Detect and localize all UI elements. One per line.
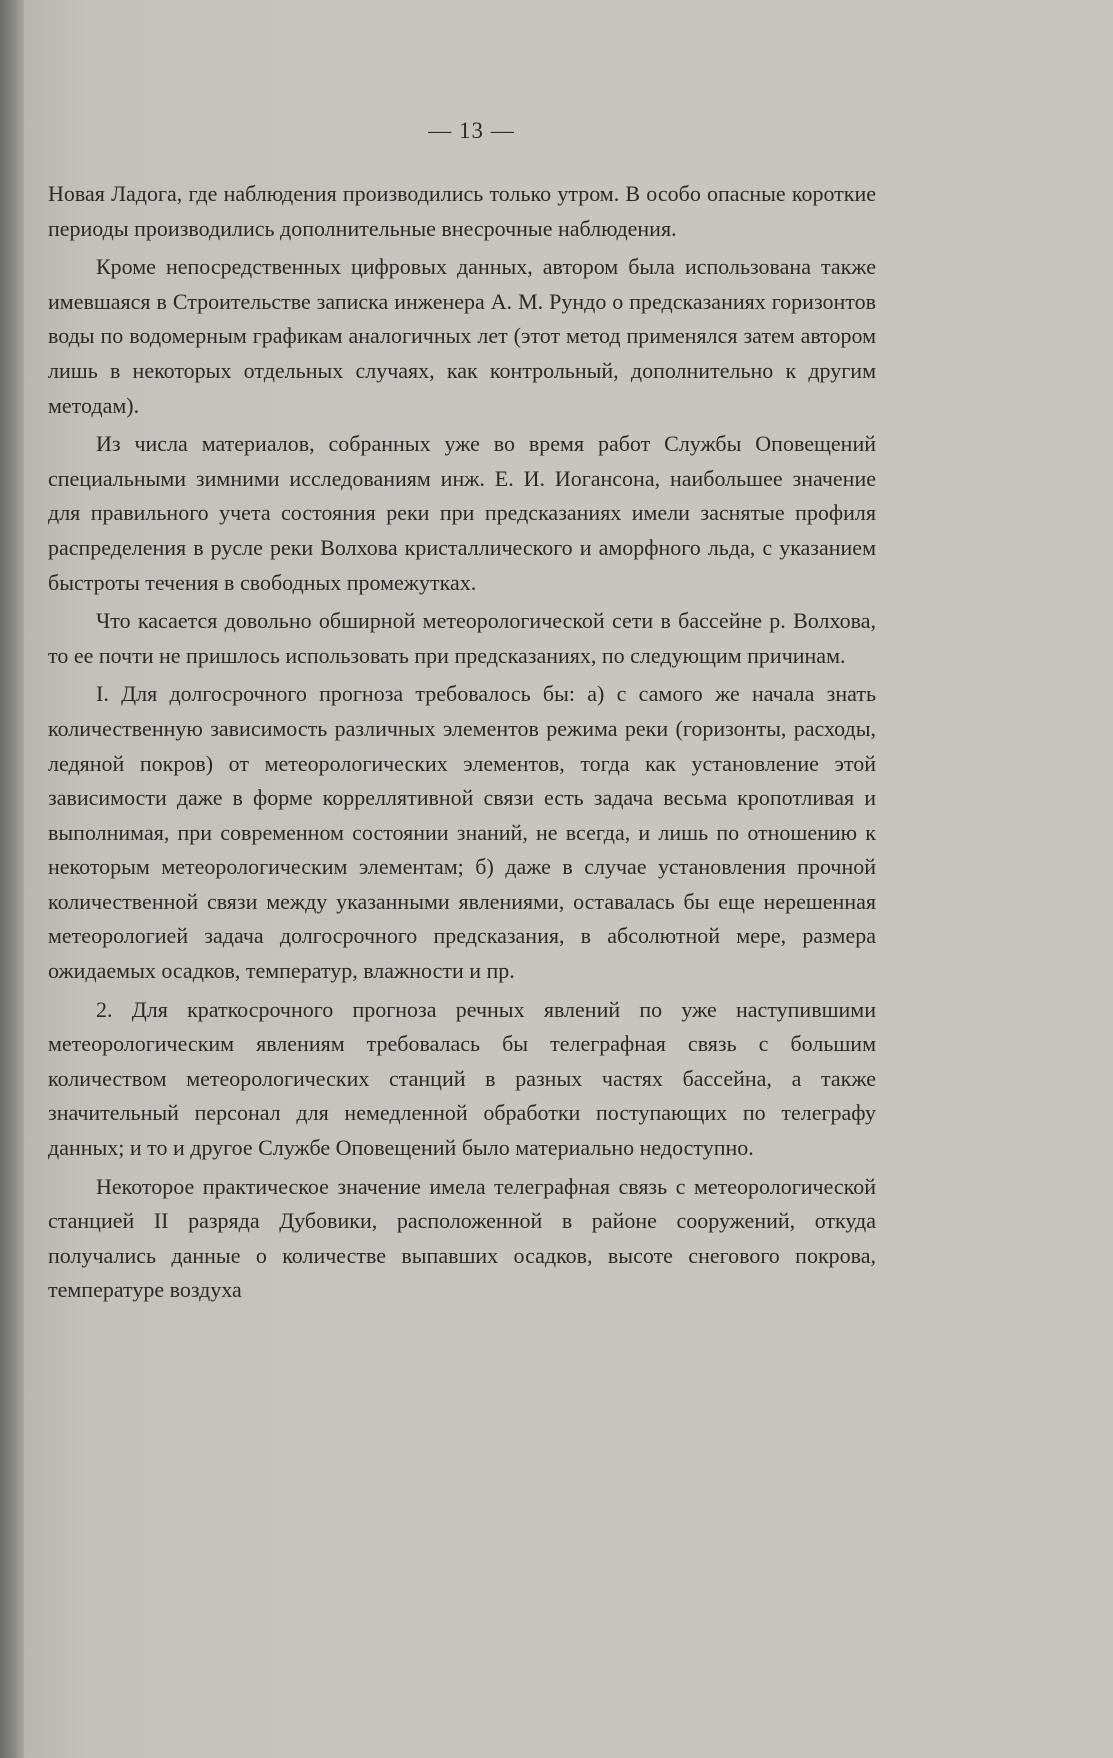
book-page xyxy=(24,0,1113,1758)
paragraph-5: I. Для долгосрочного прогноза требовалось бы: а) с самого же начала знать количественную зависимость различных элементов режима реки (горизонты, расходы, ледяной покров) от метеорологических элементов, тогда как установление этой зависимости даже в форме корреллятивной связи есть задача весьма кропотливая и выполнимая, при современном состоянии знаний, не всегда, и лишь по отношению к некоторым метеорологическим элементам; б) даже в случае установления прочной количественной связи между указанными явлениями, оставалась бы еще нерешенная метеорологией задача долгосрочного предсказания, в абсолютной мере, размера ожидаемых осадков, температур, влажности и пр. xyxy=(48,681,876,984)
body-text xyxy=(48,177,876,1312)
book-binding-edge xyxy=(0,0,24,1758)
paragraph-2: Кроме непосредственных цифровых данных, автором была использована также имевшаяся в Строительстве записка инженера А. М. Рундо о предсказаниях горизонтов воды по водомерным графикам аналогичных лет (этот метод применялся затем автором лишь в некоторых отдельных случаях, как контрольный, дополнительно к другим методам). xyxy=(48,254,876,418)
page-number: — 13 — xyxy=(428,118,515,143)
paragraph-1: Новая Ладога, где наблюдения производились только утром. В особо опасные короткие периоды производились дополнительные внесрочные наблюдения. xyxy=(48,181,876,241)
paragraph-3: Из числа материалов, собранных уже во время работ Службы Оповещений специальными зимними исследованиям инж. Е. И. Иогансона, наибольшее значение для правильного учета состояния реки при предсказаниях имели заснятые профиля распределения в русле реки Волхова кристаллического и аморфного льда, с указанием быстроты течения в свободных промежутках. xyxy=(48,431,876,595)
paragraph-4: Что касается довольно обширной метеорологической сети в бассейне р. Волхова, то ее почти не пришлось использовать при предсказаниях, по следующим причинам. xyxy=(48,608,876,668)
paragraph-7: Некоторое практическое значение имела телеграфная связь с метеорологической станцией II разряда Дубовики, расположенной в районе сооружений, откуда получались данные о количестве выпавших осадков, высоте снегового покрова, температуре воздуха xyxy=(48,1173,876,1303)
paragraph-6: 2. Для краткосрочного прогноза речных явлений по уже наступившими метеорологическим явлениям требовалась бы телеграфная связь с большим количеством метеорологических станций в разных частях бассейна, а также значительный персонал для немедленной обработки поступающих по телеграфу данных; и то и другое Службе Оповещений было материально недоступно. xyxy=(48,996,876,1161)
